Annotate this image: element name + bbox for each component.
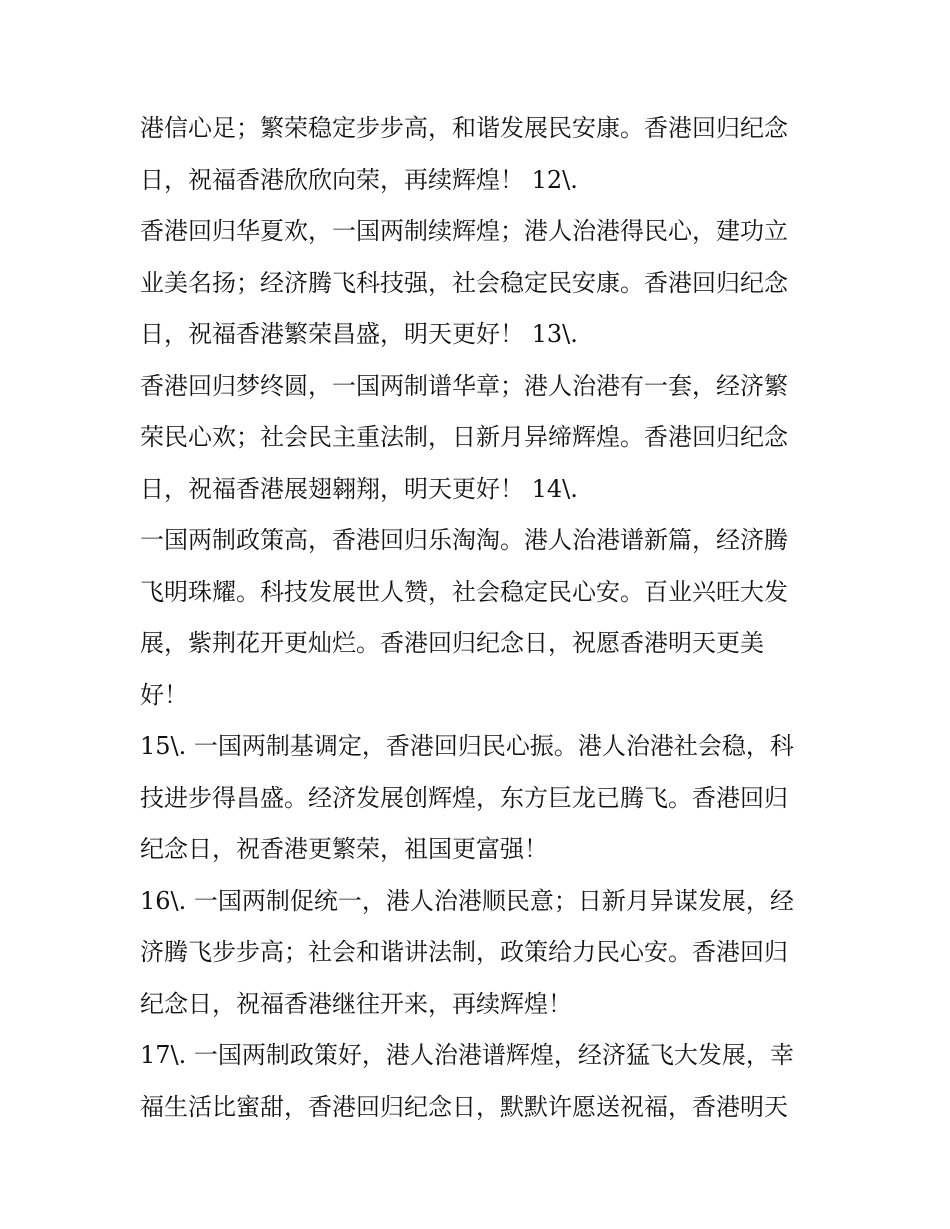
text-line: 15\. 一国两制基调定，香港回归民心振。港人治港社会稳，科 [140, 732, 794, 760]
text-line: 一国两制政策高，香港回归乐淘淘。港人治港谱新篇，经济腾 [140, 526, 788, 554]
text-line: 日，祝福香港欣欣向荣，再续辉煌！ 12\. [140, 165, 578, 194]
text-line: 香港回归梦终圆，一国两制谱华章；港人治港有一套，经济繁 [140, 371, 788, 400]
text-line: 技进步得昌盛。经济发展创辉煌，东方巨龙已腾飞。香港回归 [140, 783, 788, 812]
text-line: 日，祝福香港繁荣昌盛，明天更好！ 13\. [140, 320, 578, 348]
text-line: 17\. 一国两制政策好，港人治港谱辉煌，经济猛飞大发展，幸 [140, 1041, 794, 1069]
text-line: 纪念日，祝福香港继往开来，再续辉煌！ [140, 989, 572, 1018]
text-line: 纪念日，祝香港更繁荣，祖国更富强！ [140, 835, 548, 863]
text-line: 日，祝福香港展翅翱翔，明天更好！ 14\. [140, 474, 578, 503]
text-line: 飞明珠耀。科技发展世人赞，社会稳定民心安。百业兴旺大发 [140, 577, 788, 606]
document-body [140, 103, 820, 1133]
text-line: 16\. 一国两制促统一，港人治港顺民意；日新月异谋发展，经 [140, 886, 794, 915]
text-line: 香港回归华夏欢，一国两制续辉煌；港人治港得民心，建功立 [140, 217, 788, 245]
text-line: 荣民心欢；社会民主重法制，日新月异缔辉煌。香港回归纪念 [140, 423, 788, 451]
text-line: 济腾飞步步高；社会和谐讲法制，政策给力民心安。香港回归 [140, 938, 788, 966]
text-line: 业美名扬；经济腾飞科技强，社会稳定民安康。香港回归纪念 [140, 268, 788, 297]
text-line: 福生活比蜜甜，香港回归纪念日，默默许愿送祝福，香港明天 [140, 1092, 788, 1121]
text-line: 好！ [140, 680, 188, 709]
text-line: 展，紫荆花开更灿烂。香港回归纪念日，祝愿香港明天更美 [140, 629, 764, 657]
text-line: 港信心足；繁荣稳定步步高，和谐发展民安康。香港回归纪念 [140, 114, 788, 142]
